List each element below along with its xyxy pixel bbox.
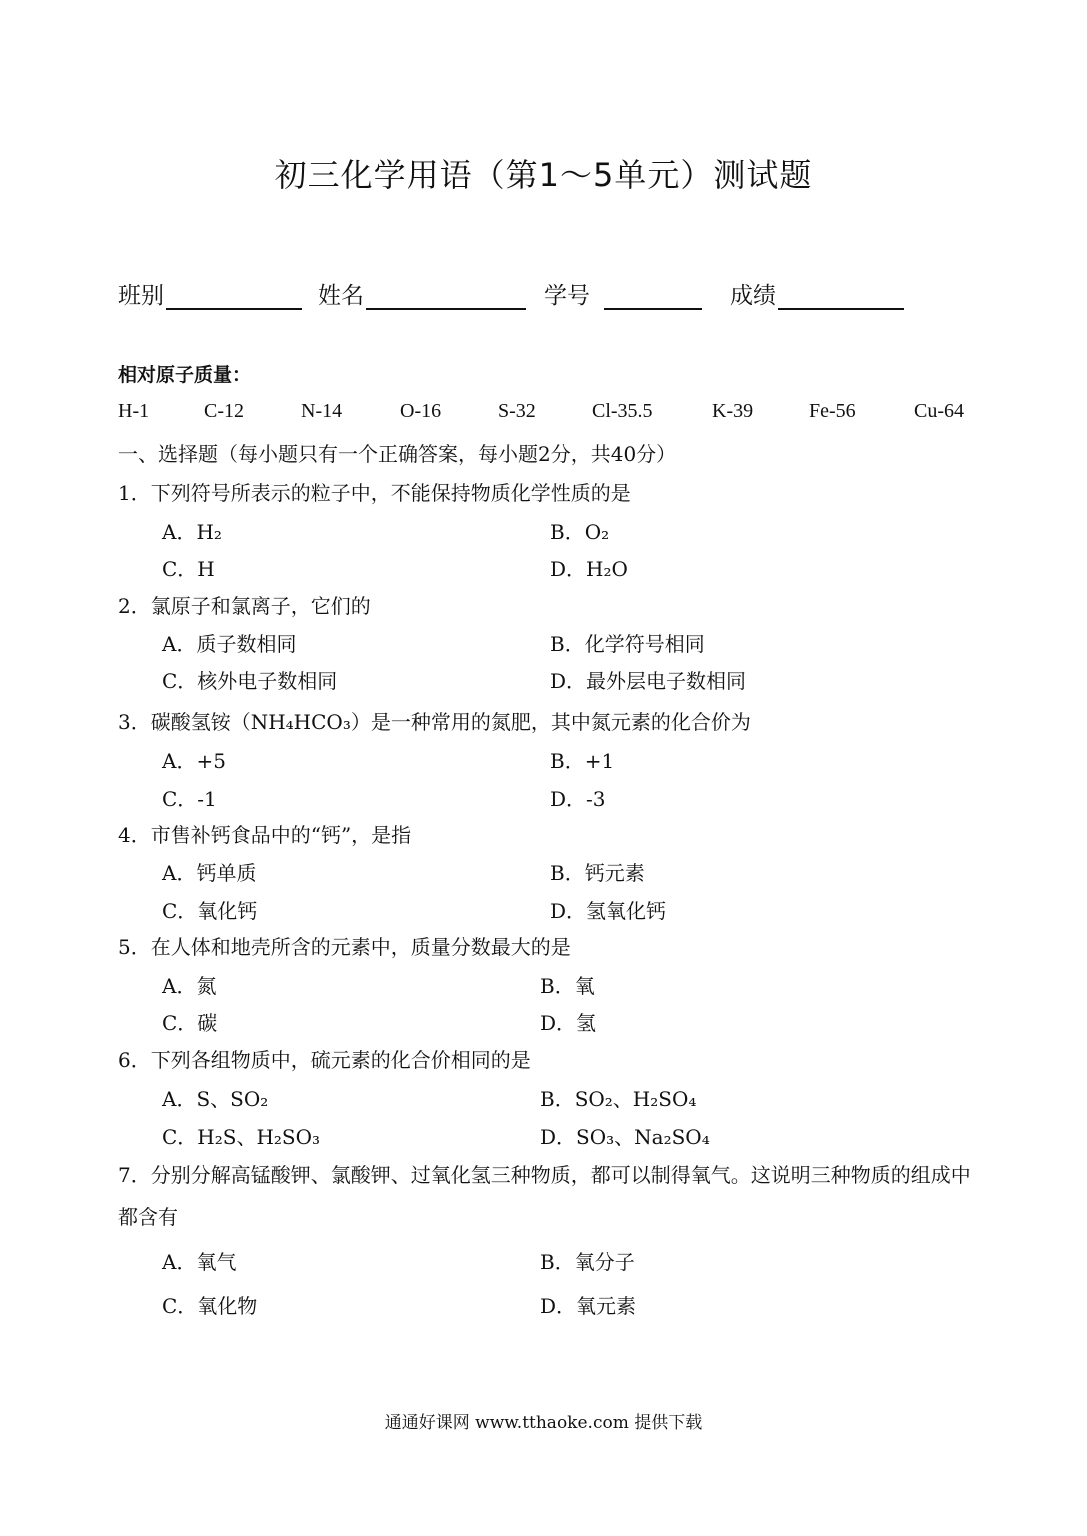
name-label: 姓名 (318, 283, 364, 309)
footer-credit: 通通好课网 www.tthaoke.com 提供下载 (384, 1413, 703, 1433)
option-a: A．+5 (162, 749, 226, 773)
question-stem: 5．在人体和地壳所含的元素中，质量分数最大的是 (118, 935, 571, 959)
option-d: D．SO₃、Na₂SO₄ (540, 1125, 710, 1149)
question-stem: 4．市售补钙食品中的“钙”，是指 (118, 823, 412, 847)
atomic-mass-item: Fe-56 (809, 400, 856, 422)
name-blank (366, 282, 526, 310)
option-c: C．氧化物 (162, 1294, 258, 1318)
question-stem: 1．下列符号所表示的粒子中，不能保持物质化学性质的是 (118, 481, 631, 505)
score-field (730, 277, 904, 310)
section-title: 一、选择题（每小题只有一个正确答案，每小题2分，共40分） (118, 442, 677, 466)
option-c: C．H₂S、H₂SO₃ (162, 1125, 321, 1149)
option-b: B．+1 (550, 749, 615, 773)
question-stem: 3．碳酸氢铵（NH₄HCO₃）是一种常用的氮肥，其中氮元素的化合价为 (118, 710, 751, 734)
atomic-mass-item: H-1 (118, 400, 150, 422)
option-a: A．氮 (162, 974, 217, 998)
atomic-mass-item: Cl-35.5 (592, 400, 653, 422)
option-a: A．钙单质 (162, 861, 257, 885)
option-c: C．碳 (162, 1011, 218, 1035)
option-d: D．氢氧化钙 (550, 899, 667, 923)
option-c: C．-1 (162, 787, 217, 811)
score-label: 成绩 (730, 283, 776, 309)
page-title: 初三化学用语（第1～5单元）测试题 (274, 156, 813, 194)
option-c: C．H (162, 557, 215, 581)
question-stem: 2．氯原子和氯离子，它们的 (118, 594, 371, 618)
class-label: 班别 (118, 283, 164, 309)
option-a: A．质子数相同 (162, 632, 297, 656)
student-info (118, 277, 978, 311)
option-b: B．氧 (540, 974, 595, 998)
class-blank (166, 282, 302, 310)
id-field (544, 277, 702, 310)
option-c: C．核外电子数相同 (162, 669, 338, 693)
option-d: D．氧元素 (540, 1294, 637, 1318)
atomic-mass-item: N-14 (301, 400, 343, 422)
atomic-mass-item: S-32 (498, 400, 536, 422)
option-d: D．H₂O (550, 557, 628, 581)
option-a: A．H₂ (162, 520, 222, 544)
atomic-mass-item: O-16 (400, 400, 442, 422)
option-b: B．O₂ (550, 520, 610, 544)
option-a: A．氧气 (162, 1250, 237, 1274)
option-c: C．氧化钙 (162, 899, 258, 923)
id-label: 学号 (544, 283, 590, 309)
name-field (318, 277, 526, 310)
option-d: D．氢 (540, 1011, 597, 1035)
option-b: B．钙元素 (550, 861, 645, 885)
option-b: B．SO₂、H₂SO₄ (540, 1087, 697, 1111)
option-d: D．最外层电子数相同 (550, 669, 747, 693)
atomic-mass-item: Cu-64 (914, 400, 964, 422)
class-field (118, 277, 302, 310)
score-blank (778, 282, 904, 310)
option-b: B．氧分子 (540, 1250, 635, 1274)
option-a: A．S、SO₂ (162, 1087, 269, 1111)
atomic-mass-label: 相对原子质量： (118, 364, 252, 386)
id-blank (604, 282, 702, 310)
atomic-mass-item: K-39 (712, 400, 754, 422)
question-stem: 7．分别分解高锰酸钾、氯酸钾、过氧化氢三种物质，都可以制得氧气。这说明三种物质的组成中都含有 (118, 1163, 971, 1229)
question-stem: 6．下列各组物质中，硫元素的化合价相同的是 (118, 1048, 531, 1072)
option-b: B．化学符号相同 (550, 632, 705, 656)
option-d: D．-3 (550, 787, 606, 811)
atomic-mass-item: C-12 (204, 400, 244, 422)
